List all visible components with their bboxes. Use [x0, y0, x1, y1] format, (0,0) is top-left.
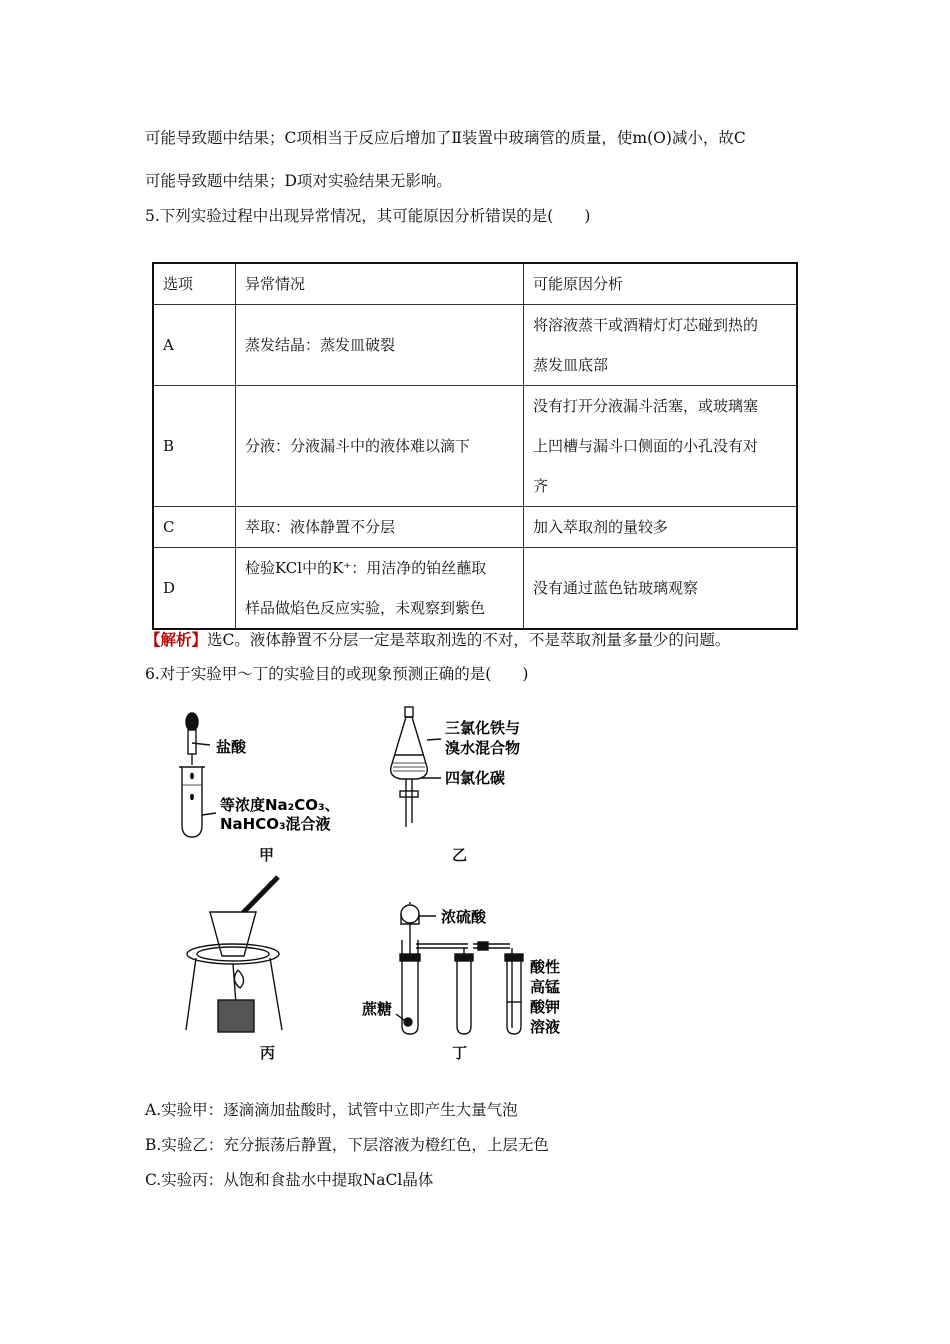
header-situation: 异常情况: [236, 263, 524, 305]
cell-line: 上凹槽与漏斗口侧面的小孔没有对: [533, 437, 759, 455]
cell-line: 萃取：液体静置不分层: [245, 518, 396, 536]
option-c: C.实验丙：从饱和食盐水中提取NaCl晶体: [145, 1171, 434, 1189]
label-kmno4-4: 溶液: [530, 1018, 561, 1036]
row-situation: [236, 386, 524, 507]
table-row: [153, 386, 797, 507]
figure-yi: [385, 705, 555, 835]
caption-jia: 甲: [259, 846, 275, 864]
caption-bing: 丙: [260, 1044, 276, 1062]
row-reason: [524, 548, 798, 630]
cell-line: 加入萃取剂的量较多: [533, 518, 669, 536]
row-situation: [236, 305, 524, 386]
cell-line: 检验KCl中的K⁺：用洁净的铂丝蘸取: [245, 559, 487, 577]
option-b: B.实验乙：充分振荡后静置，下层溶液为橙红色，上层无色: [145, 1136, 549, 1154]
question-5-table: [152, 262, 798, 630]
caption-ding: 丁: [452, 1044, 468, 1062]
option-a: A.实验甲：逐滴滴加盐酸时，试管中立即产生大量气泡: [145, 1101, 518, 1119]
cell-line: 没有打开分液漏斗活塞，或玻璃塞: [533, 397, 759, 415]
row-option: C: [153, 507, 236, 548]
row-situation: [236, 507, 524, 548]
row-option: D: [153, 548, 236, 630]
cell-line: 蒸发结晶：蒸发皿破裂: [245, 336, 396, 354]
table-row: [153, 507, 797, 548]
analysis-text: 选C。液体静置不分层一定是萃取剂选的不对，不是萃取剂量多量少的问题。: [207, 631, 731, 649]
question-6-stem: 6.对于实验甲～丁的实验目的或现象预测正确的是( ): [145, 665, 529, 683]
cell-line: 齐: [533, 477, 549, 495]
label-fecl3-1: 三氯化铁与: [445, 719, 521, 737]
row-option: B: [153, 386, 236, 507]
row-situation: [236, 548, 524, 630]
dropper-icon: [186, 713, 210, 765]
header-reason: 可能原因分析: [524, 263, 798, 305]
row-reason: [524, 386, 798, 507]
test-tube-icon: [179, 767, 216, 837]
text-line: 可能导致题中结果；C项相当于反应后增加了Ⅱ装置中玻璃管的质量，使m(O)减小，故C: [145, 129, 746, 147]
label-kmno4-2: 高锰: [530, 978, 561, 996]
label-hcl: 盐酸: [216, 738, 247, 756]
figure-jia: [170, 705, 360, 865]
cell-line: 将溶液蒸干或酒精灯灯芯碰到热的: [533, 316, 759, 334]
figure-bing: [178, 872, 298, 1037]
table-row: [153, 548, 797, 630]
cell-line: 蒸发皿底部: [533, 356, 609, 374]
figure-ding: [360, 898, 580, 1043]
separatory-funnel-icon: [391, 707, 441, 827]
cell-line: 分液：分液漏斗中的液体难以滴下: [245, 437, 471, 455]
label-kmno4-3: 酸钾: [530, 998, 561, 1016]
cell-line: 没有通过蓝色钴玻璃观察: [533, 579, 699, 597]
label-mixture-1: 等浓度Na₂CO₃、: [220, 796, 340, 814]
label-sucrose: 蔗糖: [362, 1000, 393, 1018]
cell-line: 样品做焰色反应实验，未观察到紫色: [245, 599, 486, 617]
label-h2so4: 浓硫酸: [441, 908, 487, 926]
table-header-row: [153, 263, 797, 305]
row-reason: [524, 507, 798, 548]
evaporation-setup-icon: [186, 877, 282, 1032]
label-mixture-2: NaHCO₃混合液: [220, 815, 331, 833]
text-line: 可能导致题中结果；D项对实验结果无影响。: [145, 172, 452, 190]
label-ccl4: 四氯化碳: [445, 769, 506, 787]
header-option: 选项: [153, 263, 236, 305]
row-reason: [524, 305, 798, 386]
label-kmno4-1: 酸性: [530, 958, 561, 976]
label-fecl3-2: 溴水混合物: [445, 739, 521, 757]
caption-yi: 乙: [452, 846, 468, 864]
analysis: [145, 628, 730, 650]
analysis-tag: 【解析】: [145, 630, 208, 649]
row-option: A: [153, 305, 236, 386]
question-5-stem: 5.下列实验过程中出现异常情况，其可能原因分析错误的是( ): [145, 207, 591, 225]
table-row: [153, 305, 797, 386]
